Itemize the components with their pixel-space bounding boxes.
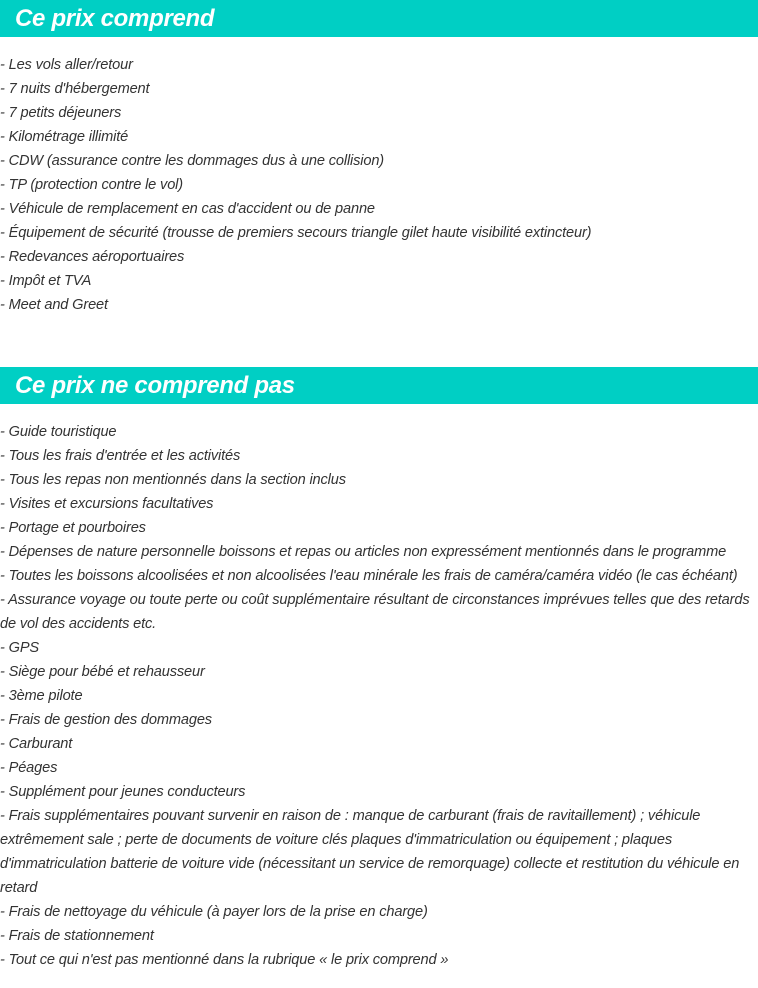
list-item: - Guide touristique (0, 424, 117, 440)
list-item: - Meet and Greet (0, 297, 108, 313)
list-item: - Frais de stationnement (0, 928, 154, 944)
section-price-includes (0, 0, 758, 317)
list-item: - TP (protection contre le vol) (0, 177, 183, 193)
list-item: - Supplément pour jeunes conducteurs (0, 784, 246, 800)
list-item: - 7 nuits d'hébergement (0, 81, 150, 97)
section-title-excludes: Ce prix ne comprend pas (15, 371, 295, 399)
list-item: - Les vols aller/retour (0, 57, 133, 73)
list-item: - Siège pour bébé et rehausseur (0, 664, 205, 680)
list-item: - CDW (assurance contre les dommages dus à une collision) (0, 153, 385, 169)
list-item: - Frais de nettoyage du véhicule (à payer lors de la prise en charge) (0, 904, 428, 920)
list-item: - Toutes les boissons alcoolisées et non alcoolisées l'eau minérale les frais de caméra/caméra vidéo (le cas échéant) (0, 568, 738, 584)
list-item: - Tout ce qui n'est pas mentionné dans la rubrique « le prix comprend » (0, 952, 449, 968)
list-item: - Frais supplémentaires pouvant survenir en raison de : manque de carburant (frais de ravitaillement) ; véhicule extrêmement sale ; perte de documents de voiture clés plaques d'immatriculation ou équipement ; plaques d'immatriculation batterie de voiture vide (nécessitant un service de remorquage) collecte et restitution du véhicule en retard (0, 808, 740, 896)
includes-list (0, 37, 758, 317)
list-item: - Portage et pourboires (0, 520, 146, 536)
list-item: - Tous les frais d'entrée et les activités (0, 448, 241, 464)
section-price-excludes (0, 367, 758, 972)
list-item: - Redevances aéroportuaires (0, 249, 185, 265)
list-item: - Équipement de sécurité (trousse de premiers secours triangle gilet haute visibilité extincteur) (0, 225, 592, 241)
section-header-includes (0, 0, 758, 37)
section-title-includes: Ce prix comprend (15, 4, 215, 32)
excludes-list (0, 404, 758, 972)
list-item: - 7 petits déjeuners (0, 105, 122, 121)
list-item: - Visites et excursions facultatives (0, 496, 214, 512)
list-item: - GPS (0, 640, 39, 656)
list-item: - Assurance voyage ou toute perte ou coût supplémentaire résultant de circonstances imprévues telles que des retards de vol des accidents etc. (0, 592, 750, 632)
list-item: - Kilométrage illimité (0, 129, 129, 145)
list-item: - Péages (0, 760, 58, 776)
list-item: - Véhicule de remplacement en cas d'accident ou de panne (0, 201, 375, 217)
list-item: - Impôt et TVA (0, 273, 92, 289)
list-item: - 3ème pilote (0, 688, 83, 704)
list-item: - Tous les repas non mentionnés dans la section inclus (0, 472, 346, 488)
list-item: - Dépenses de nature personnelle boissons et repas ou articles non expressément mentionnés dans le programme (0, 544, 727, 560)
section-header-excludes (0, 367, 758, 404)
list-item: - Carburant (0, 736, 73, 752)
list-item: - Frais de gestion des dommages (0, 712, 212, 728)
